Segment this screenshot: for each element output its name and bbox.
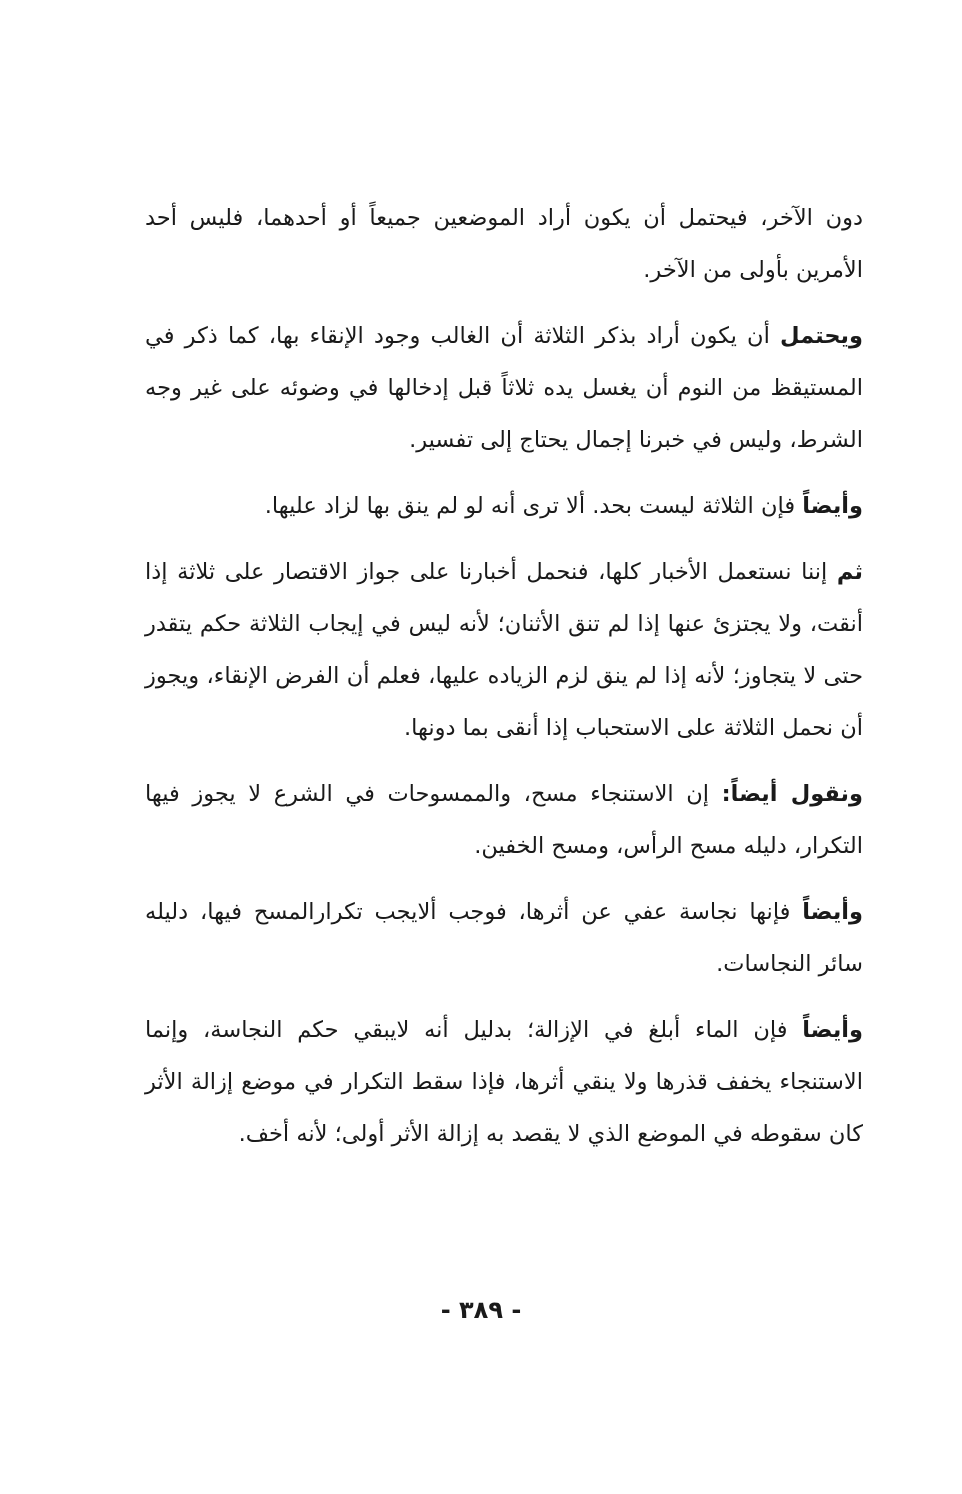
paragraph-lead: وأيضاً [802,1017,863,1043]
page-number: - ٣٨٩ - [440,1296,522,1324]
paragraph-4 [145,546,863,754]
paragraph-5 [145,768,863,872]
body-text [145,192,863,1174]
paragraph-6 [145,886,863,990]
paragraph-lead: وأيضاً [802,899,863,925]
paragraph-text: إننا نستعمل الأخبار كلها، فنحمل أخبارنا على جواز الاقتصار على ثلاثة إذا أنقت، ولا يجتزئ عنها إذا لم تنق الأثنان؛ لأنه ليس في إيجاب الثلاثة حكم يتقدر حتى لا يتجاوز؛ لأنه إذا لم ينق لزم الزياده عليها، فعلم أن الفرض الإنقاء، ويجوز أن نحمل الثلاثة على الاستحباب إذا أنقى بما دونها. [145,559,863,741]
paragraph-text: فإن الماء أبلغ في الإزالة؛ بدليل أنه لايبقي حكم النجاسة، وإنما الاستنجاء يخفف قذرها ولا ينقي أثرها، فإذا سقط التكرار في موضع إزالة الأثر كان سقوطه في الموضع الذي لا يقصد به إزالة الأثر أولى؛ لأنه أخف. [145,1017,863,1147]
paragraph-3 [145,480,863,532]
paragraph-text: فإنها نجاسة عفي عن أثرها، فوجب ألايجب تكرارالمسح فيها، دليله سائر النجاسات. [145,899,863,977]
paragraph-lead: ويحتمل [779,323,863,349]
paragraph-lead: ثم [836,559,863,585]
paragraph-text: فإن الثلاثة ليست بحد. ألا ترى أنه لو لم ينق بها لزاد عليها. [264,493,803,519]
paragraph-text: أن يكون أراد بذكر الثلاثة أن الغالب وجود الإنقاء بها، كما ذكر في المستيقظ من النوم أن يغسل يده ثلاثاً قبل إدخالها في وضوئه على غير وجه الشرط، وليس في خبرنا إجمال يحتاج إلى تفسير. [145,323,863,453]
paragraph-text: إن الاستنجاء مسح، والممسوحات في الشرع لا يجوز فيها التكرار، دليله مسح الرأس، ومسح الخفين. [145,781,863,859]
paragraph-1 [145,192,863,296]
paragraph-lead: وأيضاً [802,493,863,519]
paragraph-lead: ونقول أيضاً: [721,781,863,807]
paragraph-7 [145,1004,863,1160]
paragraph-2 [145,310,863,466]
paragraph-text: دون الآخر، فيحتمل أن يكون أراد الموضعين جميعاً أو أحدهما، فليس أحد الأمرين بأولى من الآخر. [145,205,863,283]
